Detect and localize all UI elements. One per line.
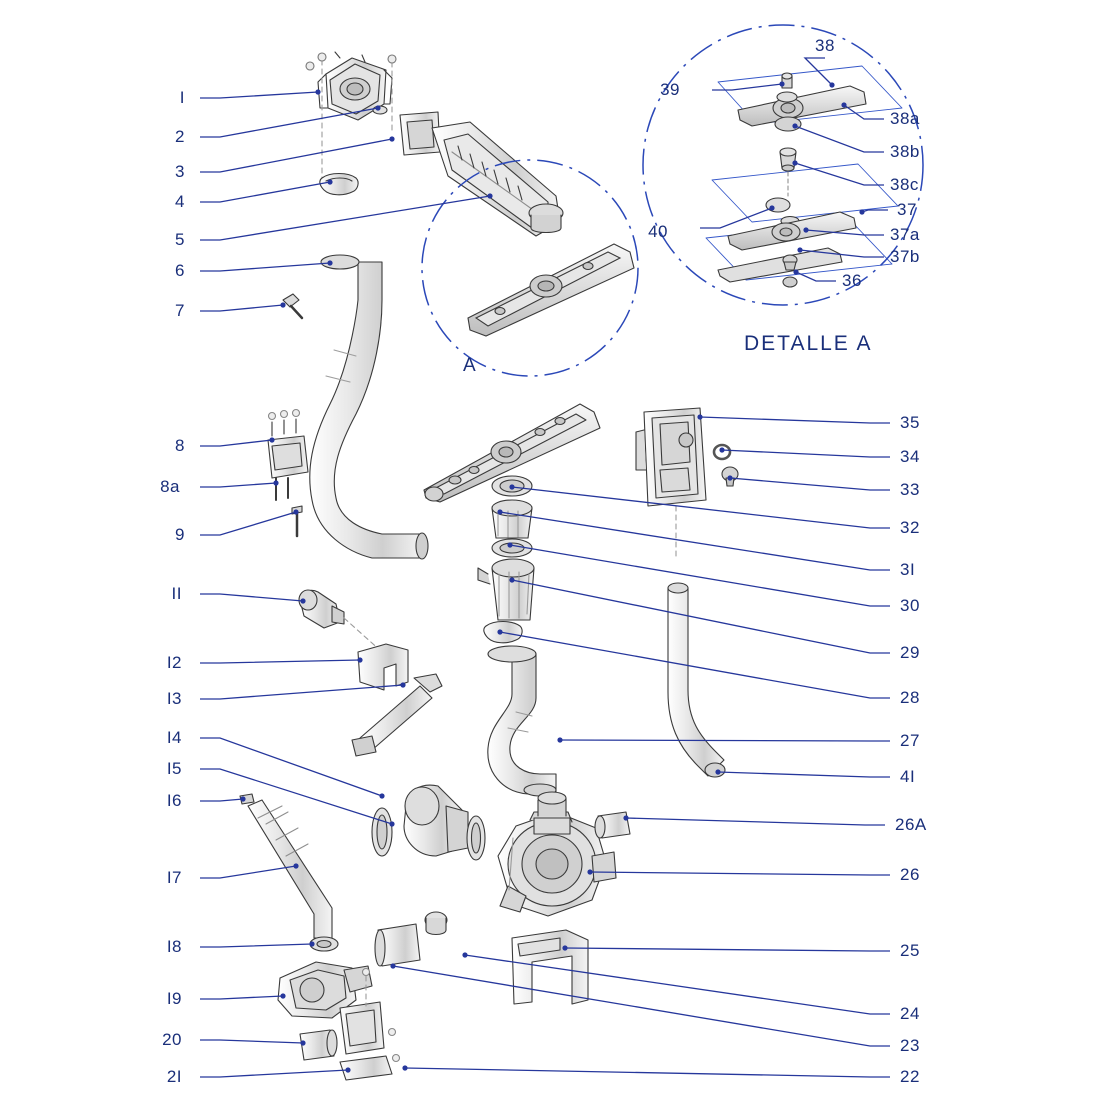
part-33-knob [722, 467, 738, 486]
part-19-drain-pump [278, 962, 372, 1018]
detail-washer-39b [777, 92, 797, 102]
detail-blade-37b [718, 248, 842, 282]
part-28-clamp [484, 622, 522, 643]
callout-8: 8 [175, 436, 185, 455]
callout-40: 40 [648, 222, 668, 241]
callout-i8: I8 [166, 937, 182, 956]
detail-hub-38b [775, 117, 801, 131]
part-29-filter [478, 559, 534, 620]
callout-37: 37 [897, 200, 917, 219]
callout-i: I [179, 88, 185, 107]
callout-6: 6 [175, 261, 185, 280]
detail-arm-37 [728, 212, 856, 250]
callout-i6: I6 [166, 791, 182, 810]
part-4-clamp [320, 174, 358, 195]
part-23-sleeve [375, 924, 420, 966]
part-34-oring [714, 445, 730, 459]
part-24-cap [425, 912, 447, 935]
part-32-ring [492, 476, 532, 496]
callout-38a: 38a [890, 109, 920, 128]
part-5-duct [432, 122, 563, 236]
callout-34: 34 [900, 447, 920, 466]
callout-38c: 38c [890, 175, 919, 194]
part-2-oring [373, 106, 387, 114]
callout-4: 4 [175, 192, 185, 211]
callout-39: 39 [660, 80, 680, 99]
part-20-capacitor [300, 1030, 337, 1060]
detail-arm-38 [738, 86, 866, 126]
callout-38: 38 [815, 36, 835, 55]
detail-screw-39 [782, 73, 792, 88]
callout-36: 36 [842, 271, 862, 290]
assembly-axis-1 [322, 60, 392, 180]
part-8-switch [268, 410, 308, 501]
part-14-elbow-assembly [372, 785, 485, 860]
callout-8a: 8a [160, 477, 180, 496]
detail-a-source-circle [422, 160, 638, 376]
spray-arm-middle [424, 404, 600, 502]
detail-a-tag: A [463, 355, 476, 376]
callout-i5: I5 [166, 759, 182, 778]
callout-i3: I3 [166, 689, 182, 708]
detail-a-title: DETALLE A [744, 332, 873, 355]
detail-nut-36 [783, 255, 797, 287]
callout-20: 20 [162, 1030, 182, 1049]
callout-7: 7 [175, 301, 185, 320]
part-12-bracket [358, 644, 408, 690]
callout-27: 27 [900, 731, 920, 750]
callout-22: 22 [900, 1067, 920, 1086]
callout-30: 30 [900, 596, 920, 615]
part-6-hose [310, 255, 428, 559]
callout-i7: I7 [166, 868, 182, 887]
part-3-flange [400, 112, 440, 155]
part-41-tube [668, 583, 725, 777]
detail-bushing-38c [780, 148, 796, 171]
part-16-clip [240, 794, 254, 804]
callout-26: 26 [900, 865, 920, 884]
part-26A-connector [595, 812, 630, 838]
callout-29: 29 [900, 643, 920, 662]
callout-i9: I9 [166, 989, 182, 1008]
callout-28: 28 [900, 688, 920, 707]
part-21-plate [340, 1056, 392, 1080]
detail-cap-40 [766, 198, 790, 212]
callout-25: 25 [900, 941, 920, 960]
part-31-cup [492, 500, 532, 538]
part-17-drain-hose [248, 800, 332, 938]
callout-23: 23 [900, 1036, 920, 1055]
part-27-hose [488, 646, 556, 796]
callout-ii: II [171, 584, 182, 603]
detail-a-content [706, 66, 902, 290]
callout-i2: I2 [166, 653, 182, 672]
callout-37b: 37b [890, 247, 920, 266]
callout-2: 2 [175, 127, 185, 146]
part-25-bracket [512, 930, 588, 1004]
callout-i4: I4 [166, 728, 182, 747]
part-22-bracket [340, 969, 400, 1062]
callout-3i: 3I [900, 560, 916, 579]
detail-washer-37a [781, 217, 799, 226]
callout-35: 35 [900, 413, 920, 432]
part-30-seal [492, 539, 532, 557]
part-11-elbow [299, 590, 344, 628]
callout-3: 3 [175, 162, 185, 181]
callout-4i: 4I [900, 767, 916, 786]
callout-26a: 26A [895, 815, 927, 834]
part-35-dispenser [636, 408, 706, 506]
detail-a-circle [643, 25, 923, 305]
part-26-pump [498, 792, 616, 916]
callout-33: 33 [900, 480, 920, 499]
part-9-screw [292, 506, 302, 536]
part-13-connector [352, 674, 442, 756]
callout-38b: 38b [890, 142, 920, 161]
part-7-screw [283, 294, 302, 318]
callout-24: 24 [900, 1004, 920, 1023]
callout-32: 32 [900, 518, 920, 537]
callout-37a: 37a [890, 225, 920, 244]
callout-5: 5 [175, 230, 185, 249]
part-18-gasket [310, 937, 338, 951]
callout-9: 9 [175, 525, 185, 544]
callout-2i: 2I [166, 1067, 182, 1086]
